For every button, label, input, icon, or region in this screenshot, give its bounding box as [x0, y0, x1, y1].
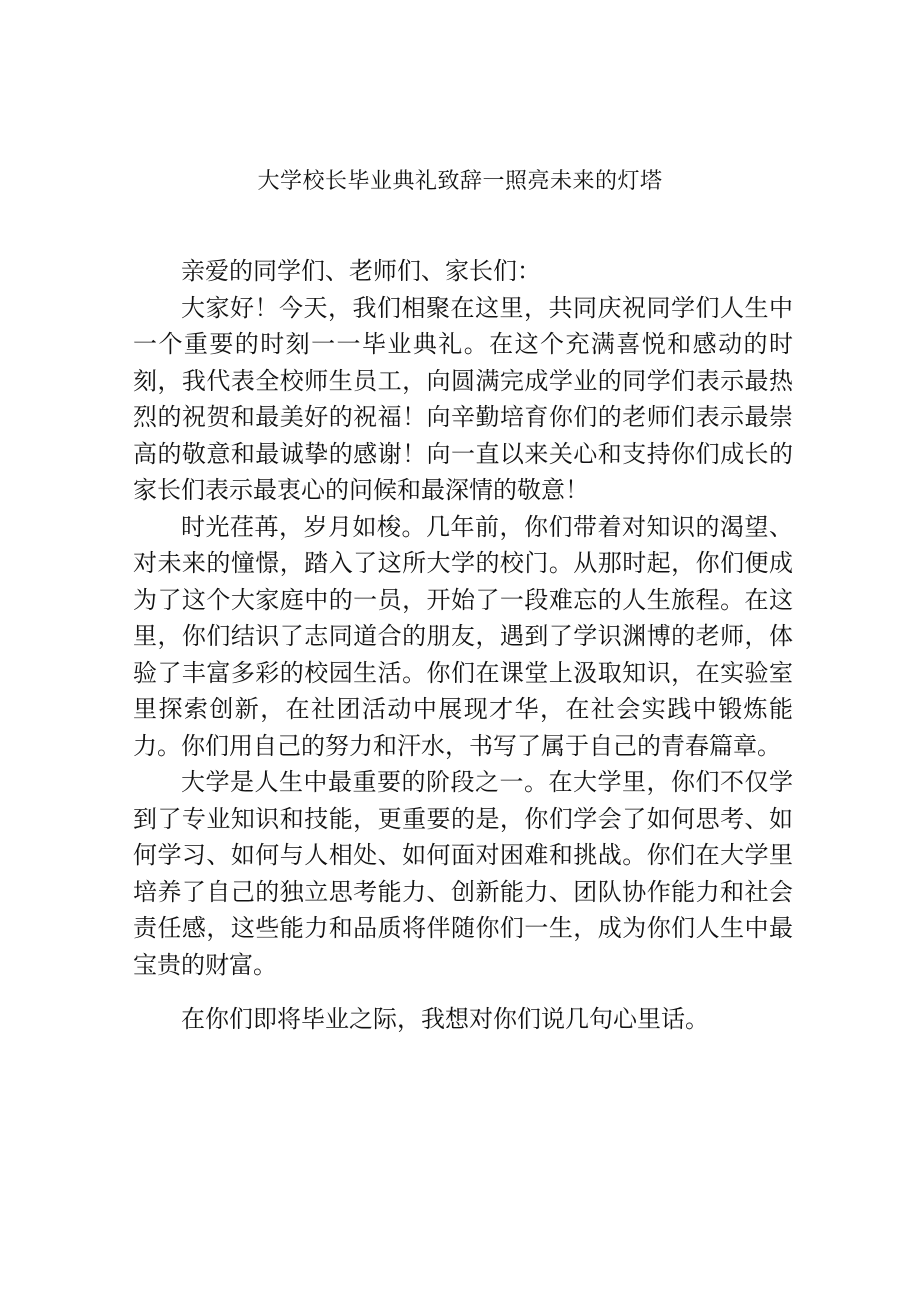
paragraph-closing-intro: 在你们即将毕业之际，我想对你们说几句心里话。 [181, 1005, 709, 1033]
paragraph-university-stage: 大学是人生中最重要的阶段之一。在大学里，你们不仅学到了专业知识和技能，更重要的是，你们学会了如何思考、如何学习、如何与人相处、如何面对困难和挑战。你们在大学里培养了自己的独立思考能力、创新能力、团队协作能力和社会责任感，这些能力和品质将伴随你们一生，成为你们人生中最宝贵的财富。 [133, 768, 793, 979]
document-body [133, 253, 793, 1038]
salutation: 亲爱的同学们、老师们、家长们： [181, 257, 541, 285]
document-title: 大学校长毕业典礼致辞一照亮未来的灯塔 [257, 169, 663, 194]
paragraph-greeting: 大家好！今天，我们相聚在这里，共同庆祝同学们人生中一个重要的时刻一一毕业典礼。在这个充满喜悦和感动的时刻，我代表全校师生员工，向圆满完成学业的同学们表示最热烈的祝贺和最美好的祝福！向辛勤培育你们的老师们表示最崇高的敬意和最诚挚的感谢！向一直以来关心和支持你们成长的家长们表示最衷心的问候和最深情的敬意！ [133, 293, 793, 504]
paragraph-journey: 时光荏苒，岁月如梭。几年前，你们带着对知识的渴望、对未来的憧憬，踏入了这所大学的校门。从那时起，你们便成为了这个大家庭中的一员，开始了一段难忘的人生旅程。在这里，你们结识了志同道合的朋友，遇到了学识渊博的老师，体验了丰富多彩的校园生活。你们在课堂上汲取知识，在实验室里探索创新，在社团活动中展现才华，在社会实践中锻炼能力。你们用自己的努力和汗水，书写了属于自己的青春篇章。 [133, 512, 793, 760]
